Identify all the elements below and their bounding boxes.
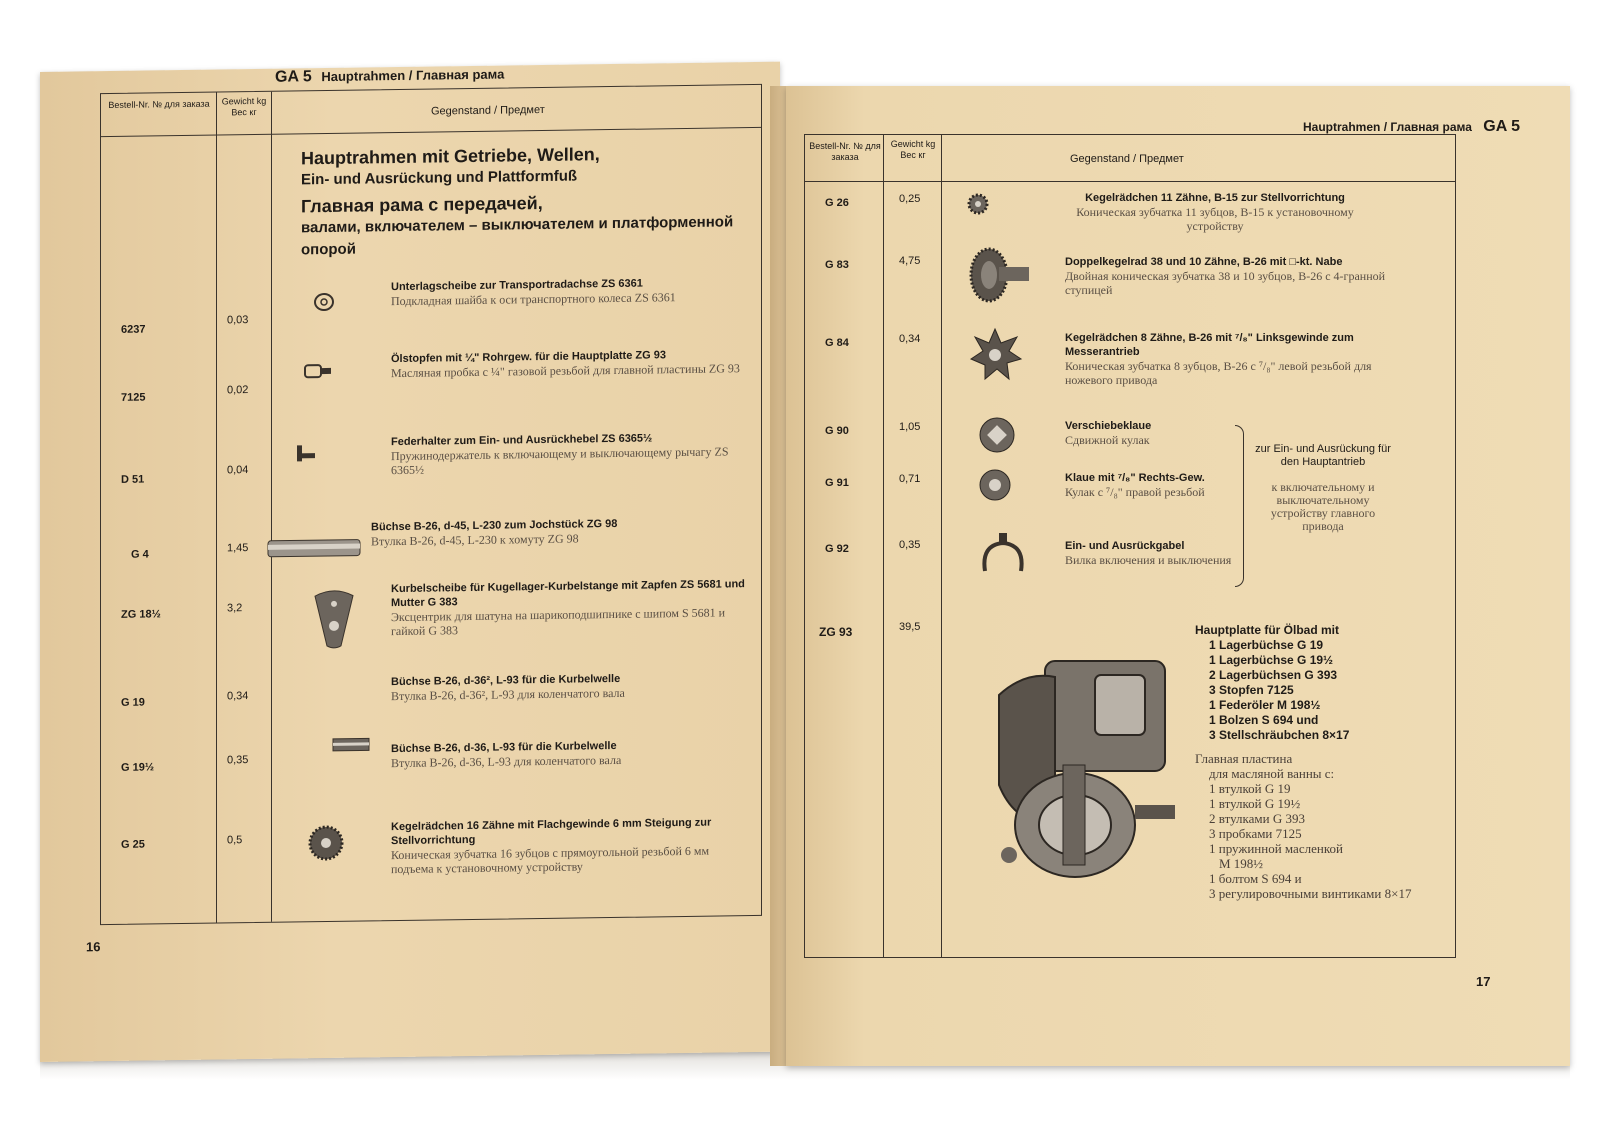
- right-row-4-ru: Кулак с ⁷/₈" правой резьбой: [1065, 485, 1205, 499]
- left-row-1-weight: 0,02: [227, 384, 249, 397]
- right-col-weight: Gewicht kg Вес кг: [890, 139, 936, 160]
- left-row-4-de: Kurbelscheibe für Kugellager-Kurbelstange mit Zapfen ZS 5681 und Mutter G 383: [391, 578, 745, 610]
- section-title-de-1: Hauptrahmen mit Getriebe, Wellen,: [301, 144, 600, 169]
- plate-ru-line-4: 2 втулками G 393: [1209, 811, 1305, 826]
- washer-icon: [311, 291, 337, 313]
- small-bevel-gear-icon: [965, 191, 991, 217]
- left-row-3-text: [371, 515, 751, 548]
- left-row-1-ru: Масляная пробка с ¼" газовой резьбой для главной пластины ZG 93: [391, 361, 740, 381]
- plate-description: [1195, 623, 1435, 901]
- left-row-1-text: [391, 347, 751, 380]
- left-row-4-weight: 3,2: [227, 602, 243, 615]
- right-row-1-weight: 4,75: [899, 255, 921, 267]
- right-row-1-text: [1065, 255, 1405, 297]
- right-row-2-no: G 84: [825, 337, 849, 349]
- plate-ru-line-0: Главная пластина: [1195, 751, 1293, 766]
- group-brace: [1235, 425, 1244, 587]
- double-bevel-gear-icon: [965, 245, 1035, 305]
- plate-de-line-6: 1 Bolzen S 694 und: [1209, 713, 1319, 727]
- left-row-2-ru: Пружинодержатель к включающему и выключающему рычагу ZS 6365½: [391, 444, 729, 478]
- plate-de-line-2: 1 Lagerbüchse G 19½: [1209, 653, 1334, 667]
- left-row-6-ru: Втулка B-26, d-36, L-93 для коленчатого вала: [391, 752, 622, 771]
- left-row-1-de: Ölstopfen mit ¼" Rohrgew. für die Hauptplatte ZG 93: [391, 349, 666, 366]
- right-plate-no: ZG 93: [819, 625, 853, 639]
- left-row-7-text: [391, 815, 751, 876]
- right-plate-weight: 39,5: [899, 621, 921, 633]
- left-row-2-de: Federhalter zum Ein- und Ausrückhebel ZS 6365½: [391, 432, 653, 449]
- left-row-4-ru: Эксцентрик для шатуна на шарикоподшипнике с шипом S 5681 и гайкой G 383: [391, 605, 726, 639]
- left-row-0-weight: 0,03: [227, 314, 249, 327]
- right-row-3-no: G 90: [825, 425, 849, 437]
- right-row-0-ru: Коническая зубчатка 11 зубцов, B-15 к установочному устройству: [1076, 205, 1354, 233]
- plate-ru-line-5: 3 пробками 7125: [1209, 826, 1302, 841]
- left-row-5-text: [391, 670, 751, 703]
- left-parts-table: [100, 84, 762, 925]
- left-header-code: GA 5: [275, 68, 312, 86]
- plate-de-line-3: 2 Lagerbüchsen G 393: [1209, 668, 1338, 682]
- group-note-ru: к включательному и выключательному устройству главного привода: [1270, 480, 1376, 533]
- left-row-4-no: ZG 18½: [121, 608, 161, 621]
- left-page-number: 16: [86, 939, 101, 955]
- right-row-2-text: [1065, 331, 1405, 387]
- left-row-7-weight: 0,5: [227, 834, 243, 847]
- left-row-6-no: G 19½: [121, 761, 155, 774]
- left-row-1-no: 7125: [121, 391, 146, 404]
- sliding-claw-icon: [977, 415, 1017, 455]
- plate-ru-line-8: 1 болтом S 694 и: [1209, 871, 1302, 886]
- bevel-gear-16-icon: [306, 821, 346, 866]
- plate-de-line-7: 3 Stellschräubchen 8×17: [1209, 728, 1350, 742]
- right-page: [786, 86, 1570, 1066]
- right-parts-table: [804, 134, 1456, 958]
- fork-icon: [977, 531, 1029, 575]
- plate-de-line-1: 1 Lagerbüchse G 19: [1209, 638, 1324, 652]
- right-row-0-no: G 26: [825, 197, 849, 209]
- left-row-5-de: Büchse B-26, d-36², L-93 für die Kurbelwelle: [391, 672, 621, 689]
- group-note-de: zur Ein- und Ausrückung für den Hauptantrieb: [1255, 443, 1391, 468]
- left-row-3-ru: Втулка B-26, d-45, L-230 к хомуту ZG 98: [371, 531, 579, 549]
- spring-holder-icon: [291, 441, 321, 465]
- left-page-header: [275, 66, 504, 87]
- left-header-title: Hauptrahmen / Главная рама: [321, 66, 505, 85]
- left-row-2-weight: 0,04: [227, 464, 249, 477]
- left-row-6-weight: 0,35: [227, 754, 249, 767]
- left-col-weight: Gewicht kg Вес кг: [221, 95, 267, 118]
- right-row-4-de: Klaue mit ⁷/₈" Rechts-Gew.: [1065, 472, 1205, 484]
- right-header-title: Hauptrahmen / Главная рама: [1303, 120, 1472, 134]
- left-row-5-no: G 19: [121, 696, 145, 709]
- right-col-item: Gegenstand / Предмет: [1070, 153, 1184, 165]
- left-row-2-text: [391, 430, 751, 477]
- plate-ru-line-2: 1 втулкой G 19: [1209, 781, 1291, 796]
- left-row-3-weight: 1,45: [227, 542, 249, 555]
- section-title-de-2: Ein- und Ausrückung und Plattformfuß: [301, 167, 578, 189]
- left-row-7-de: Kegelrädchen 16 Zähne mit Flachgewinde 6 mm Steigung zur Stellvorrichtung: [391, 816, 712, 848]
- left-row-3-no: G 4: [131, 548, 149, 561]
- right-row-4-no: G 91: [825, 477, 849, 489]
- right-row-1-ru: Двойная коническая зубчатка 38 и 10 зубцов, B-26 с 4-гранной ступицей: [1065, 269, 1386, 297]
- right-row-0-text: [1050, 191, 1380, 233]
- left-row-0-ru: Подкладная шайба к оси транспортного колеса ZS 6361: [391, 290, 676, 309]
- plate-ru-line-6: 1 пружинной масленкой: [1209, 841, 1343, 856]
- plate-de-line-4: 3 Stopfen 7125: [1209, 683, 1294, 697]
- section-title-ru-2: валами, включателем – выключателем и платформенной опорой: [301, 213, 734, 259]
- section-title: [301, 141, 741, 261]
- right-col-order-no: Bestell-Nr. № для заказа: [809, 141, 881, 162]
- right-row-3-de: Verschiebeklaue: [1065, 420, 1152, 432]
- left-row-6-de: Büchse B-26, d-36, L-93 für die Kurbelwelle: [391, 739, 617, 756]
- right-row-5-de: Ein- und Ausrückgabel: [1065, 540, 1185, 552]
- crank-disc-icon: [311, 586, 357, 651]
- bushing-long-icon: [266, 536, 362, 561]
- right-row-1-no: G 83: [825, 259, 849, 271]
- left-row-7-ru: Коническая зубчатка 16 зубцов с прямоугольной резьбой 6 мм подъема к установочному устройству: [391, 843, 710, 877]
- right-row-2-de: Kegelrädchen 8 Zähne, B-26 mit ⁷/₈" Linksgewinde zum Messerantrieb: [1065, 332, 1354, 358]
- plate-de-line-5: 1 Federöler M 198½: [1209, 698, 1321, 712]
- right-row-5-weight: 0,35: [899, 539, 921, 551]
- right-row-5-no: G 92: [825, 543, 849, 555]
- right-row-5-ru: Вилка включения и выключения: [1065, 553, 1232, 567]
- right-row-4-weight: 0,71: [899, 473, 921, 485]
- plate-de-line-0: Hauptplatte für Ölbad mit: [1195, 623, 1339, 637]
- left-row-0-text: [391, 275, 751, 308]
- section-title-ru-1: Главная рама с передачей,: [301, 192, 543, 217]
- plate-ru-line-3: 1 втулкой G 19½: [1209, 796, 1301, 811]
- group-note: [1253, 443, 1393, 533]
- right-header-code: GA 5: [1483, 118, 1520, 135]
- left-row-4-text: [391, 577, 751, 638]
- left-row-6-text: [391, 737, 751, 770]
- left-page: [40, 62, 780, 1062]
- oil-plug-icon: [301, 361, 335, 381]
- plate-ru-line-1: для масляной ванны с:: [1209, 766, 1335, 781]
- right-row-3-ru: Сдвижной кулак: [1065, 433, 1150, 447]
- right-row-0-weight: 0,25: [899, 193, 921, 205]
- plate-ru-line-7: M 198½: [1219, 856, 1264, 871]
- plate-ru-line-9: 3 регулировочными винтиками 8×17: [1209, 886, 1412, 901]
- left-row-3-de: Büchse B-26, d-45, L-230 zum Jochstück ZG 98: [371, 517, 618, 534]
- claw-icon: [977, 467, 1013, 503]
- right-row-0-de: Kegelrädchen 11 Zähne, B-15 zur Stellvorrichtung: [1085, 192, 1345, 204]
- left-row-2-no: D 51: [121, 473, 145, 486]
- left-row-7-no: G 25: [121, 838, 145, 851]
- bushing-short-icon: [331, 735, 371, 754]
- right-row-2-ru: Коническая зубчатка 8 зубцов, B-26 с ⁷/₈" левой резьбой для ножевого привода: [1065, 359, 1372, 387]
- main-plate-casting-icon: [985, 655, 1185, 895]
- right-row-3-weight: 1,05: [899, 421, 921, 433]
- right-page-number: 17: [1476, 974, 1491, 989]
- right-row-2-weight: 0,34: [899, 333, 921, 345]
- left-row-0-no: 6237: [121, 323, 146, 336]
- left-col-order-no: Bestell-Nr. № для заказа: [108, 98, 210, 111]
- left-row-0-de: Unterlagscheibe zur Transportradachse ZS 6361: [391, 277, 643, 294]
- right-row-1-de: Doppelkegelrad 38 und 10 Zähne, B-26 mit □-kt. Nabe: [1065, 256, 1343, 268]
- left-row-5-ru: Втулка B-26, d-36², L-93 для коленчатого вала: [391, 685, 625, 704]
- left-row-5-weight: 0,34: [227, 690, 249, 703]
- left-col-item: Gegenstand / Предмет: [431, 103, 545, 118]
- bevel-gear-8-icon: [967, 327, 1023, 383]
